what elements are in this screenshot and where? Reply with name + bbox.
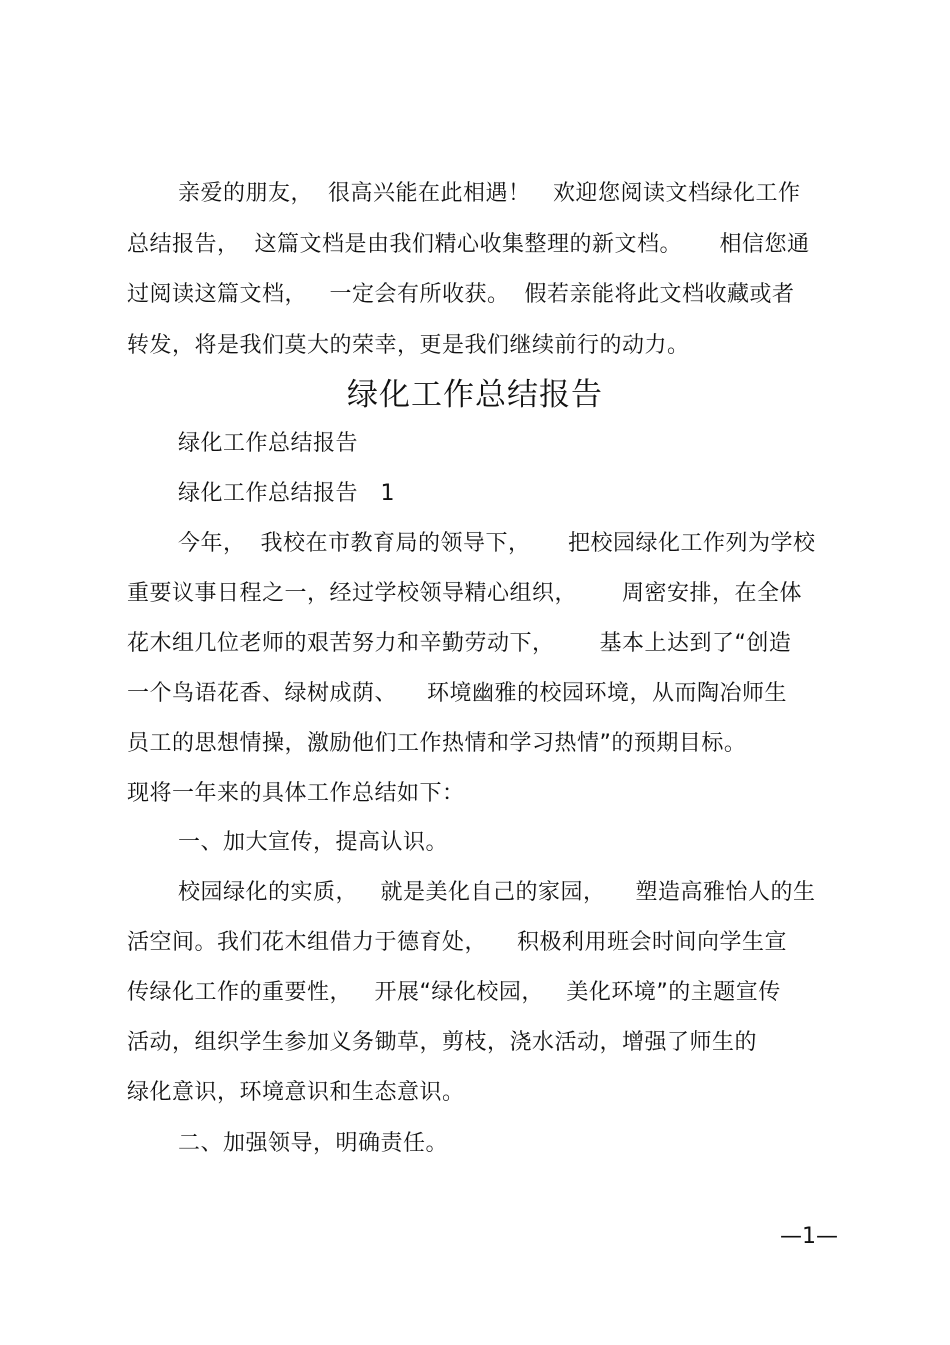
- body-line-9: 活空间。我们花木组借力于德育处， 积极利用班会时间向学生宣: [127, 930, 787, 955]
- body-line-11: 活动，组织学生参加义务锄草，剪枝，浇水活动，增强了师生的: [127, 1030, 758, 1055]
- body-line-3: 花木组几位老师的艰苦努力和辛勤劳动下， 基本上达到了“创造: [127, 631, 792, 656]
- list-item-1: 一、加大宣传，提高认识。: [178, 830, 449, 855]
- body-line-1: 今年， 我校在市教育局的领导下， 把校园绿化工作列为学校: [178, 531, 816, 556]
- body-line-6: 现将一年来的具体工作总结如下：: [127, 781, 465, 806]
- page-number: —1—: [780, 1224, 838, 1249]
- list-item-2: 二、加强领导，明确责任。: [178, 1131, 449, 1156]
- intro-line-4: 转发，将是我们莫大的荣幸，更是我们继续前行的动力。: [127, 333, 690, 358]
- body-line-12: 绿化意识，环境意识和生态意识。: [127, 1080, 465, 1105]
- section-heading: 绿化工作总结报告 1: [178, 481, 395, 506]
- document-subtitle: 绿化工作总结报告: [178, 431, 359, 456]
- body-line-5: 员工的思想情操，激励他们工作热情和学习热情”的预期目标。: [127, 731, 747, 756]
- body-line-2: 重要议事日程之一，经过学校领导精心组织， 周密安排，在全体: [127, 581, 802, 606]
- intro-line-1: 亲爱的朋友， 很高兴能在此相遇！ 欢迎您阅读文档绿化工作: [178, 181, 801, 206]
- intro-line-3: 过阅读这篇文档， 一定会有所收获。 假若亲能将此文档收藏或者: [127, 282, 795, 307]
- body-line-10: 传绿化工作的重要性， 开展“绿化校园， 美化环境”的主题宣传: [127, 980, 781, 1005]
- body-line-8: 校园绿化的实质， 就是美化自己的家园， 塑造高雅怡人的生: [178, 880, 816, 905]
- intro-line-2: 总结报告， 这篇文档是由我们精心收集整理的新文档。 相信您通: [127, 232, 810, 257]
- document-title: 绿化工作总结报告: [347, 377, 603, 413]
- body-line-4: 一个鸟语花香、绿树成荫、 环境幽雅的校园环境，从而陶冶师生: [127, 681, 787, 706]
